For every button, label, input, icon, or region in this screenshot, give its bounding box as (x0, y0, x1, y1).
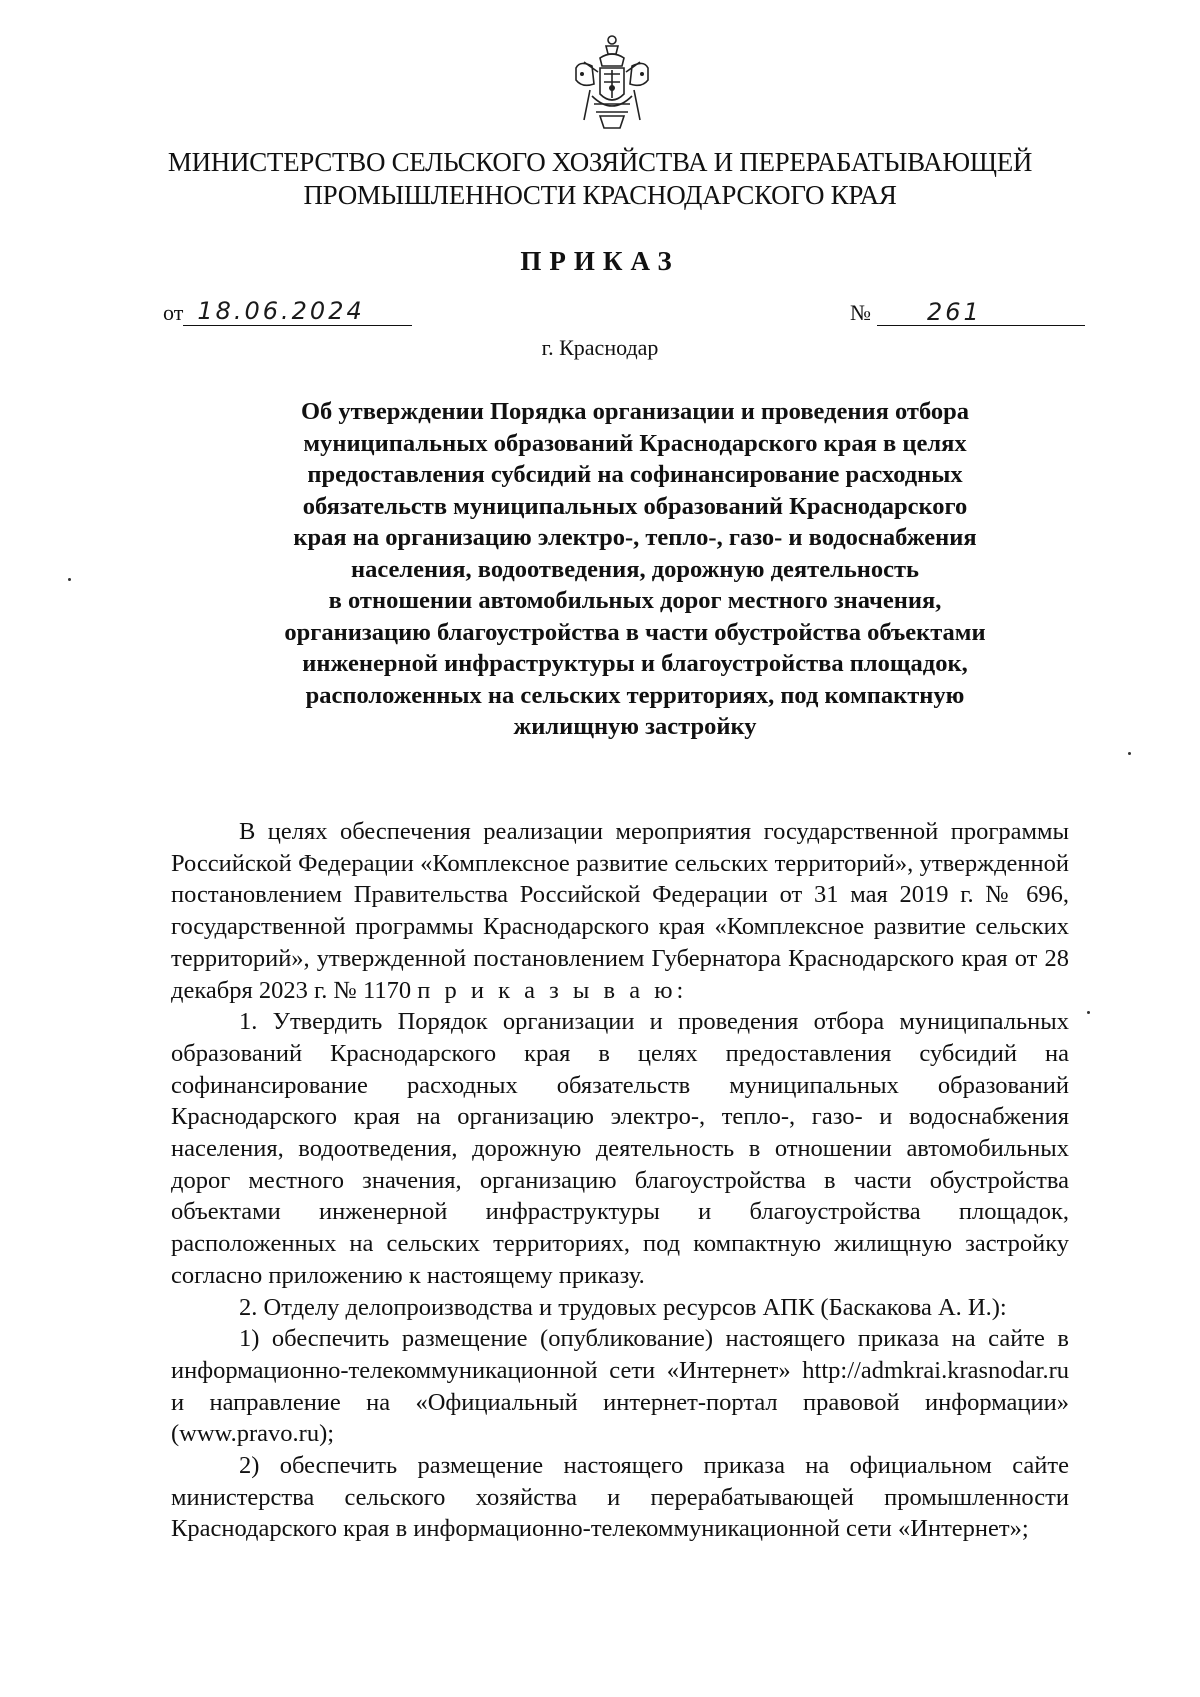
ministry-name (100, 146, 1100, 212)
preamble-paragraph (171, 816, 1069, 1006)
order-date (163, 297, 412, 326)
subject-line: края на организацию электро-, тепло-, газо- и водоснабжения (293, 524, 977, 551)
item-2-2-paragraph: 2) обеспечить размещение настоящего приказа на официальном сайте министерства сельского хозяйства и перерабатывающей промышленности Краснодарского края в информационно-телекоммуникационной сети «Интернет»; (171, 1452, 1069, 1543)
item-2-1-paragraph: 1) обеспечить размещение (опубликование) настоящего приказа на сайте в информационно-телекоммуникационной сети «Интернет» http://admkrai.krasnodar.ru и направление на «Официальный интернет-портал правовой информации» (www.pravo.ru); (171, 1325, 1069, 1448)
subject-line: муниципальных образований Краснодарского края в целях (303, 429, 967, 457)
subject-line: обязательств муниципальных образований Краснодарского (302, 492, 968, 520)
subject-line: населения, водоотведения, дорожную деятельность (350, 555, 920, 583)
subject-line: Об утверждении Порядка организации и проведения отбора (300, 398, 969, 425)
subject-line: жилищную застройку (513, 713, 757, 740)
scan-speck (68, 578, 71, 581)
document-title: ПРИКАЗ (520, 246, 680, 276)
subject-line: в отношении автомобильных дорог местного значения, (328, 587, 942, 614)
subject-line: расположенных на сельских территориях, под компактную (305, 681, 965, 709)
number-value: 261 (877, 302, 1085, 326)
order-subject (240, 396, 1030, 743)
ministry-line-2: ПРОМЫШЛЕННОСТИ КРАСНОДАРСКОГО КРАЯ (303, 180, 897, 210)
subject-line: предоставления субсидий на софинансирование расходных (307, 461, 963, 488)
subject-line: инженерной инфраструктуры и благоустройства площадок, (302, 650, 968, 677)
coat-of-arms-icon (570, 32, 654, 132)
date-value: 18.06.2024 (183, 301, 412, 326)
item-2-paragraph: 2. Отделу делопроизводства и трудовых ресурсов АПК (Баскакова А. И.): (239, 1293, 1007, 1321)
order-number (850, 300, 1085, 326)
subject-line: организацию благоустройства в части обустройства объектами (284, 618, 986, 646)
order-body (171, 816, 1069, 1545)
scan-speck (1128, 752, 1131, 755)
preamble-text: В целях обеспечения реализации мероприятия государственной программы Российской Федерации «Комплексное развитие сельских территорий», утвержденной постановлением Правительства Российской Федерации от 31 мая 2019 г. № 696, государственной программы Краснодарского края «Комплексное развитие сельских территорий», утвержденной постановлением Губернатора Краснодарского края от 28 декабря 2023 г. № 1170 (171, 818, 1069, 1004)
item-1-paragraph: 1. Утвердить Порядок организации и проведения отбора муниципальных образований Краснодарского края в целях предоставления субсидий на софинансирование расходных обязательств муниципальных образований Краснодарского края на организацию электро-, тепло-, газо- и водоснабжения населения, водоотведения, дорожную деятельность в отношении автомобильных дорог местного значения, организацию благоустройства в части обустройства объектами инженерной инфраструктуры и благоустройства площадок, расположенных на сельских территориях, под компактную жилищную застройку согласно приложению к настоящему приказу. (171, 1008, 1069, 1289)
city: г. Краснодар (541, 335, 659, 360)
ministry-line-1: МИНИСТЕРСТВО СЕЛЬСКОГО ХОЗЯЙСТВА И ПЕРЕРАБАТЫВАЮЩЕЙ (167, 147, 1033, 177)
date-prefix: от (163, 300, 184, 325)
order-word: п р и к а з ы в а ю: (417, 976, 688, 1004)
scan-speck (1087, 1011, 1090, 1014)
number-prefix: № (850, 300, 871, 325)
